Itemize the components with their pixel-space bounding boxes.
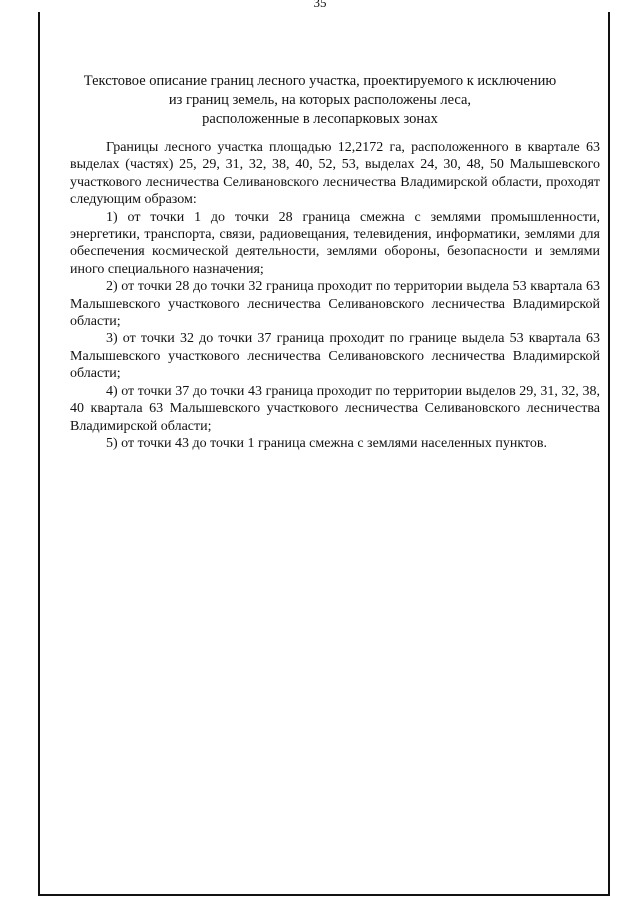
page-number: 35: [313, 0, 327, 10]
boundary-item-2: 2) от точки 28 до точки 32 граница проходит по территории выдела 53 квартала 63 Малышевского участкового лесничества Селивановского лесничества Владимирской области;: [70, 279, 600, 330]
boundary-item-4: 4) от точки 37 до точки 43 граница проходит по территории выделов 29, 31, 32, 38, 40 квартала 63 Малышевского участкового лесничества Селивановского лесничества Владимирской области;: [70, 383, 600, 434]
boundary-item-5: 5) от точки 43 до точки 1 граница смежна с землями населенных пунктов.: [106, 435, 547, 451]
boundary-item-3: 3) от точки 32 до точки 37 граница проходит по границе выдела 53 квартала 63 Малышевского участкового лесничества Селивановского лесничества Владимирской области;: [70, 331, 600, 382]
document-title: [60, 72, 580, 129]
document-body: [70, 139, 600, 452]
title-line: Текстовое описание границ лесного участка, проектируемого к исключению: [83, 73, 557, 89]
title-line: расположенные в лесопарковых зонах: [202, 111, 438, 127]
boundary-item-1: 1) от точки 1 до точки 28 граница смежна с землями промышленности, энергетики, транспорта, связи, радиовещания, телевидения, информатики, землями для обеспечения космической деятельности, землями обороны, безопасности и землями иного специального назначения;: [70, 209, 600, 277]
title-line: из границ земель, на которых расположены леса,: [168, 92, 472, 108]
intro-paragraph: Границы лесного участка площадью 12,2172 га, расположенного в квартале 63 выделах (частях) 25, 29, 31, 32, 38, 40, 52, 53, выделах 24, 30, 48, 50 Малышевского участкового лесничества Селивановского лесничества Владимирской области, проходят следующим образом:: [70, 140, 600, 208]
